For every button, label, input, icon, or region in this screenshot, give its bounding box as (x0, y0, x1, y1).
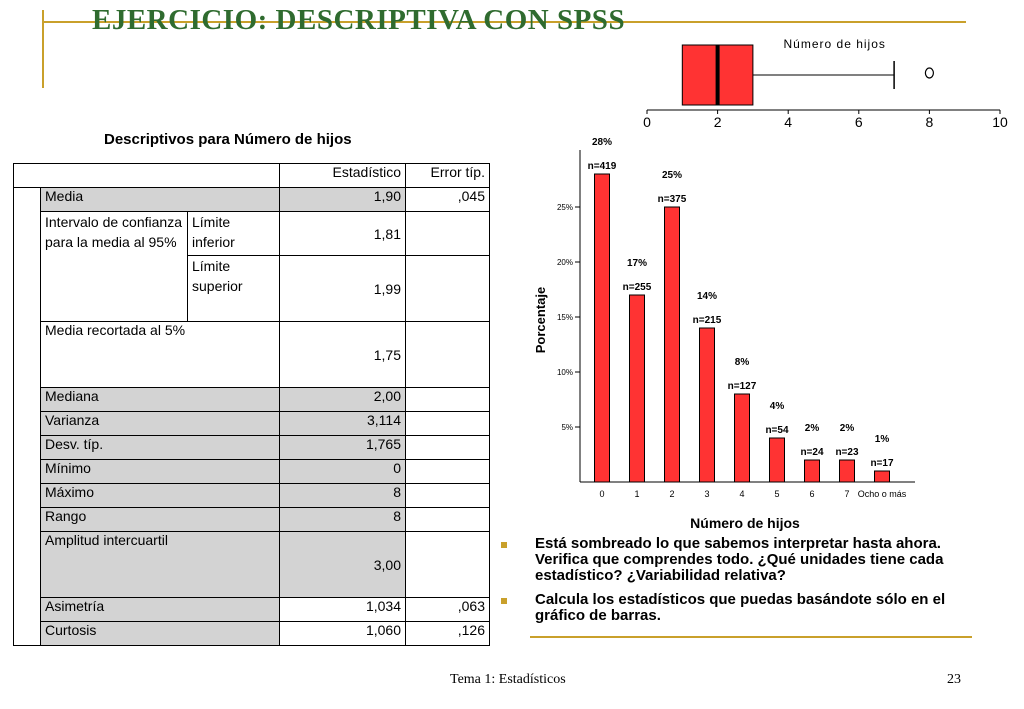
table-row (14, 436, 490, 460)
boxplot-chart (643, 37, 1008, 130)
bar-category-label: 0 (599, 489, 605, 499)
row-stat: 1,90 (280, 188, 406, 212)
ci-label: Intervalo de confianza para la media al 95% (41, 212, 188, 322)
bar (770, 438, 785, 482)
bar-category-label: 5 (774, 489, 780, 499)
bar (735, 394, 750, 482)
bar-chart (533, 137, 915, 531)
bullet-square-icon (501, 598, 507, 604)
bar-percent-label: 2% (839, 423, 855, 434)
ci-lower-stat: 1,81 (280, 212, 406, 256)
table-row (14, 484, 490, 508)
row-stat: 2,00 (280, 388, 406, 412)
boxplot-tick-label: 6 (854, 114, 863, 130)
bar-n-label: n=24 (800, 447, 824, 458)
row-stat: 1,75 (280, 322, 406, 388)
row-stat: 1,034 (280, 598, 406, 622)
ci-upper-err (406, 256, 490, 322)
row-label: Máximo (41, 484, 280, 508)
table-row (14, 412, 490, 436)
boxplot-title: Número de hijos (783, 37, 886, 51)
table-title: Descriptivos para Número de hijos (104, 131, 352, 148)
table-row (14, 388, 490, 412)
ci-upper-label: Límite superior (188, 256, 280, 322)
bar-x-axis-label: Número de hijos (690, 515, 800, 531)
row-err (406, 388, 490, 412)
row-err (406, 460, 490, 484)
row-stat: 3,114 (280, 412, 406, 436)
bullet-square-icon (501, 542, 507, 548)
bar-category-label: 4 (739, 489, 745, 499)
bar-category-label: Ocho o más (857, 489, 907, 499)
bar-percent-label: 8% (734, 357, 750, 368)
table-row-ci-lower (14, 212, 490, 256)
row-stat: 1,060 (280, 622, 406, 646)
table-row (14, 322, 490, 388)
descriptives-table (13, 163, 490, 646)
row-err (406, 412, 490, 436)
table-row-media (14, 188, 490, 212)
bullet-item (498, 592, 988, 624)
bullet-list (498, 536, 988, 632)
row-label: Varianza (41, 412, 280, 436)
boxplot-tick-label: 4 (784, 114, 793, 130)
bar (840, 460, 855, 482)
slide-title: EJERCICIO: DESCRIPTIVA CON SPSS (92, 4, 626, 36)
bar-n-label: n=17 (870, 458, 894, 469)
bar-y-tick-label: 25% (556, 203, 573, 212)
row-label: Media recortada al 5% (41, 322, 280, 388)
bar-n-label: n=127 (727, 381, 757, 392)
row-label: Media (41, 188, 280, 212)
ci-upper-stat: 1,99 (280, 256, 406, 322)
bar-category-label: 7 (844, 489, 850, 499)
boxplot-tick-label: 2 (713, 114, 722, 130)
row-err (406, 508, 490, 532)
bar-percent-label: 2% (804, 423, 820, 434)
row-stat: 8 (280, 484, 406, 508)
table-row (14, 532, 490, 598)
bar-y-axis-label: Porcentaje (533, 286, 548, 354)
boxplot-outlier (925, 68, 933, 78)
row-stat: 1,765 (280, 436, 406, 460)
bar-y-tick-label: 15% (556, 313, 573, 322)
row-label: Desv. típ. (41, 436, 280, 460)
table-row (14, 508, 490, 532)
header-std-error: Error típ. (406, 164, 490, 188)
bar-n-label: n=23 (835, 447, 859, 458)
ci-lower-err (406, 212, 490, 256)
table-header-row (14, 164, 490, 188)
bar-n-label: n=255 (622, 282, 652, 293)
row-stat: 8 (280, 508, 406, 532)
row-err: ,063 (406, 598, 490, 622)
bar (805, 460, 820, 482)
bar (665, 207, 680, 482)
boxplot-tick-label: 8 (925, 114, 934, 130)
bullet-text: Está sombreado lo que sabemos interpretar hasta ahora. Verifica que comprendes todo. ¿Qué unidades tiene cada estadístico? ¿Variabilidad relativa? (535, 535, 944, 584)
bar-y-tick-label: 5% (561, 423, 573, 432)
row-err (406, 436, 490, 460)
decor-bottom-line (530, 636, 972, 638)
row-err: ,126 (406, 622, 490, 646)
page-number: 23 (947, 672, 961, 687)
bar-n-label: n=215 (692, 315, 722, 326)
table-row (14, 598, 490, 622)
bar-n-label: n=419 (587, 161, 617, 172)
bar (875, 471, 890, 482)
bar-percent-label: 17% (626, 258, 648, 269)
row-label: Mediana (41, 388, 280, 412)
header-statistic: Estadístico (280, 164, 406, 188)
bar-n-label: n=375 (657, 194, 687, 205)
bullet-item (498, 536, 988, 584)
bar-percent-label: 1% (874, 434, 890, 445)
row-err (406, 484, 490, 508)
row-label: Curtosis (41, 622, 280, 646)
bar-category-label: 3 (704, 489, 710, 499)
group-spacer-cell (14, 188, 41, 646)
charts-area (520, 20, 1020, 540)
header-empty-cell (14, 164, 280, 188)
bar-percent-label: 14% (696, 291, 718, 302)
row-label: Mínimo (41, 460, 280, 484)
bar-category-label: 2 (669, 489, 675, 499)
row-label: Asimetría (41, 598, 280, 622)
table-row (14, 622, 490, 646)
row-label: Rango (41, 508, 280, 532)
bullet-text: Calcula los estadísticos que puedas basándote sólo en el gráfico de barras. (535, 591, 946, 624)
row-label: Amplitud intercuartil (41, 532, 280, 598)
bar-n-label: n=54 (765, 425, 789, 436)
bar-percent-label: 28% (591, 137, 613, 148)
bar-y-tick-label: 20% (556, 258, 573, 267)
bar-y-tick-label: 10% (556, 368, 573, 377)
row-stat: 3,00 (280, 532, 406, 598)
bar-percent-label: 4% (769, 401, 785, 412)
ci-lower-label: Límite inferior (188, 212, 280, 256)
row-err (406, 322, 490, 388)
row-err: ,045 (406, 188, 490, 212)
table-row (14, 460, 490, 484)
boxplot-tick-label: 0 (643, 114, 651, 130)
bar-category-label: 6 (809, 489, 815, 499)
footer-text: Tema 1: Estadísticos (450, 672, 566, 687)
bar (700, 328, 715, 482)
row-err (406, 532, 490, 598)
bar-percent-label: 25% (661, 170, 683, 181)
boxplot-tick-label: 10 (992, 114, 1008, 130)
row-stat: 0 (280, 460, 406, 484)
bar-category-label: 1 (634, 489, 640, 499)
bar (595, 174, 610, 482)
bar (630, 295, 645, 482)
